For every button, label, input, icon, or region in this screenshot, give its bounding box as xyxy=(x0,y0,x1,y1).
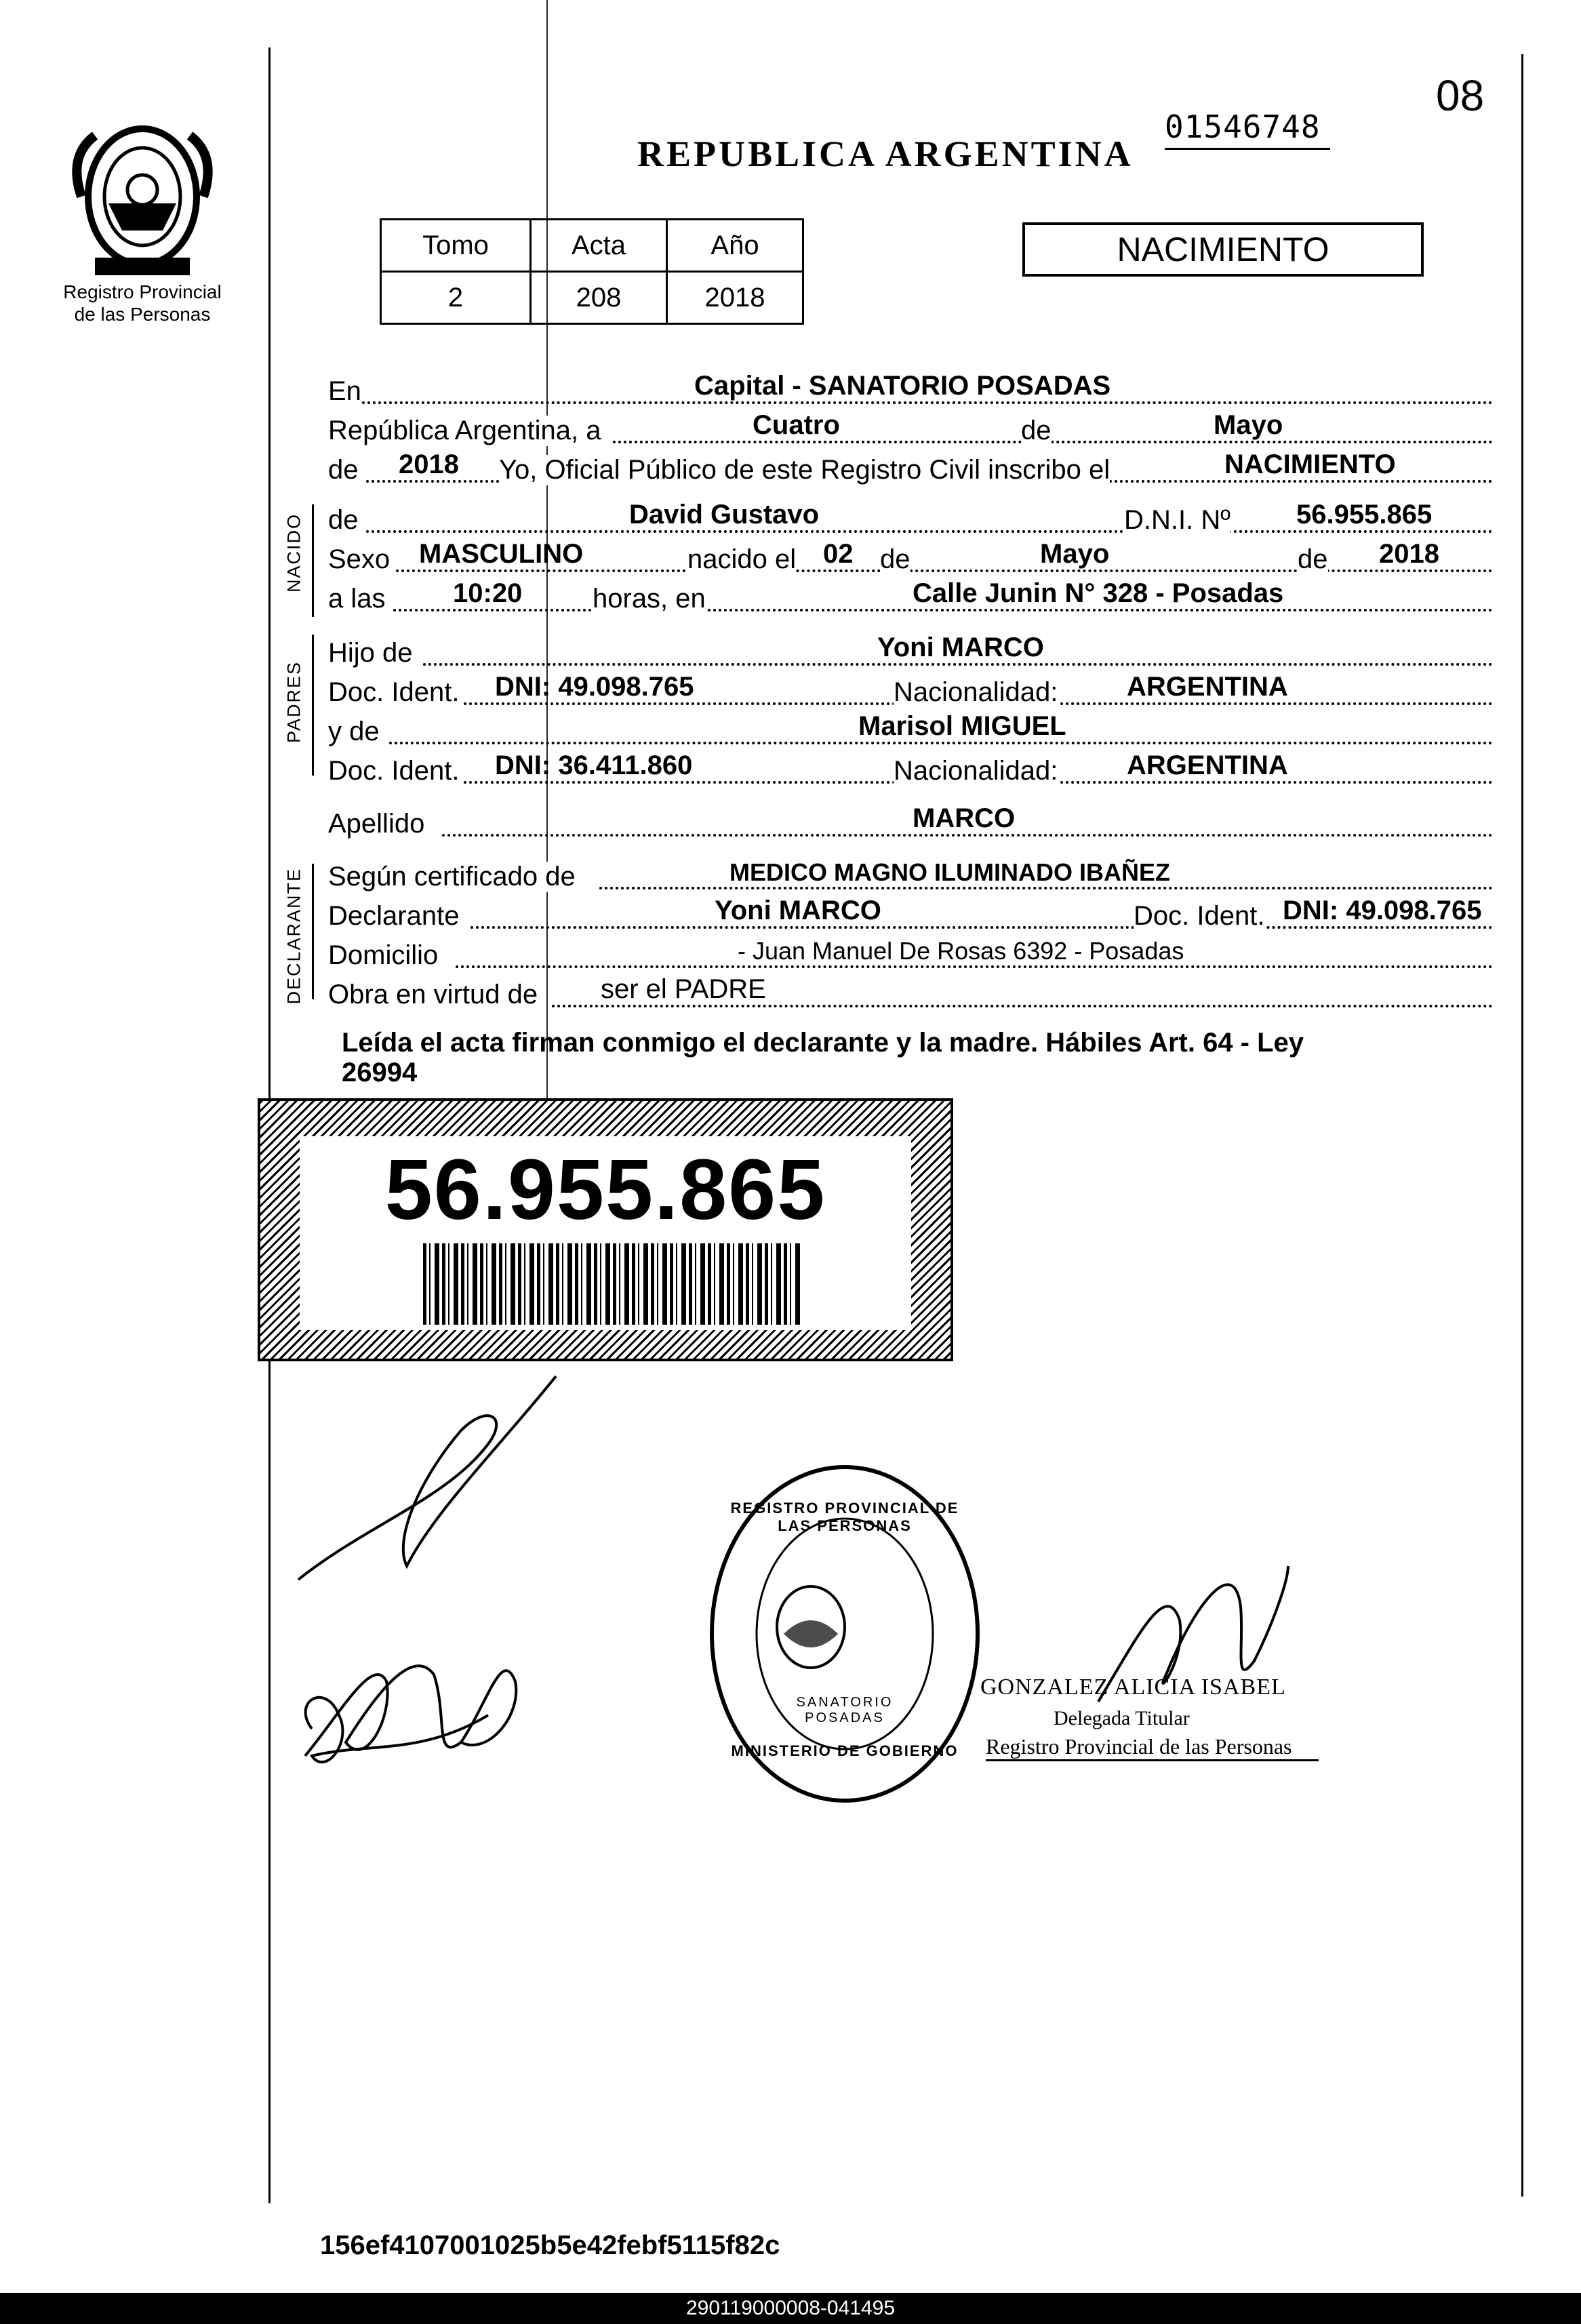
stamp-outer-text: REGISTRO PROVINCIAL DE LAS PERSONAS xyxy=(730,1500,959,1534)
birth-time: 10:20 xyxy=(453,578,523,608)
birth-month: Mayo xyxy=(1040,539,1110,569)
declarante-bar xyxy=(312,864,314,999)
place-value: Capital - SANATORIO POSADAS xyxy=(694,371,1111,401)
row-reason: Obra en virtud de ser el PADRE xyxy=(328,975,1493,1013)
day-word: Cuatro xyxy=(753,410,840,440)
footer-code: 290119000008-041495 xyxy=(685,2297,896,2319)
anio-value: 2018 xyxy=(667,272,803,324)
father-name: Yoni MARCO xyxy=(877,633,1044,662)
serial-number: 01546748 xyxy=(1165,108,1330,150)
record-table xyxy=(380,218,804,325)
acta-header: Acta xyxy=(531,220,667,272)
official-role: Delegada Titular xyxy=(1054,1707,1190,1729)
tomo-value: 2 xyxy=(381,272,531,324)
declarant-name: Yoni MARCO xyxy=(715,896,881,925)
sticker-barcode xyxy=(423,1243,803,1325)
nacido-bar xyxy=(312,504,314,617)
declarant-signature xyxy=(285,1363,597,1783)
official-org: Registro Provincial de las Personas xyxy=(986,1734,1319,1761)
father-nationality: ARGENTINA xyxy=(1127,672,1288,702)
declarant-doc: DNI: 49.098.765 xyxy=(1283,896,1482,925)
mother-name: Marisol MIGUEL xyxy=(858,711,1066,741)
tomo-header: Tomo xyxy=(381,220,531,272)
anio-header: Año xyxy=(667,220,803,272)
child-sex: MASCULINO xyxy=(419,539,584,569)
stamp-bottom-text: MINISTERIO DE GOBIERNO xyxy=(731,1742,959,1759)
surname-value: MARCO xyxy=(913,803,1016,833)
birth-year: 2018 xyxy=(1379,539,1439,569)
official-stamp xyxy=(702,1458,987,1810)
registry-name: Registro Provincial de las Personas xyxy=(63,281,222,325)
birth-day: 02 xyxy=(823,539,854,569)
province-seal-logo xyxy=(68,115,217,285)
child-name: David Gustavo xyxy=(629,500,820,529)
row-father: Hijo de Yoni MARCO xyxy=(328,633,1493,671)
record-type-box: NACIMIENTO xyxy=(1022,222,1424,277)
row-address: Domicilio - Juan Manuel De Rosas 6392 - Posadas xyxy=(328,936,1493,974)
closing-statement: Leída el acta firman conmigo el declarante y la madre. Hábiles Art. 64 - Ley 26994 xyxy=(342,1028,1304,1087)
declarante-label: DECLARANTE xyxy=(283,867,304,1005)
row-declarant: Declarante Yoni MARCO Doc. Ident. DNI: 49.098.765 xyxy=(328,896,1493,934)
mother-doc: DNI: 36.411.860 xyxy=(495,750,693,780)
document-hash: 156ef4107001025b5e42febf5115f82c xyxy=(320,2230,780,2260)
certificate-doctor: MEDICO MAGNO ILUMINADO IBAÑEZ xyxy=(729,858,1170,886)
row-born-sex: Sexo MASCULINO nacido el 02 de Mayo de 2018 xyxy=(328,540,1493,578)
row-mother: y de Marisol MIGUEL xyxy=(328,712,1493,750)
page-number: 08 xyxy=(1436,71,1485,120)
mother-nationality: ARGENTINA xyxy=(1127,750,1288,780)
stamp-middle-text: SANATORIO POSADAS xyxy=(796,1695,894,1725)
right-border-line xyxy=(1521,54,1523,2197)
child-dni: 56.955.865 xyxy=(1296,500,1433,529)
birth-place: Calle Junin N° 328 - Posadas xyxy=(913,578,1284,608)
sticker-number: 56.955.865 xyxy=(384,1142,826,1237)
row-en: En Capital - SANATORIO POSADAS xyxy=(328,372,1493,409)
padres-label: PADRES xyxy=(283,660,304,744)
row-mother-doc: Doc. Ident. DNI: 36.411.860 Nacionalidad: ARGENTINA xyxy=(328,751,1493,789)
inscribe-type: NACIMIENTO xyxy=(1224,449,1396,479)
row-certificate: Según certificado de MEDICO MAGNO ILUMINADO IBAÑEZ xyxy=(328,857,1493,895)
declarant-reason: ser el PADRE xyxy=(601,974,766,1004)
row-surname: Apellido MARCO xyxy=(328,804,1493,842)
row-year: de 2018 Yo, Oficial Público de este Registro Civil inscribo el NACIMIENTO xyxy=(328,450,1493,488)
row-republica: República Argentina, a Cuatro de Mayo xyxy=(328,411,1493,449)
row-father-doc: Doc. Ident. DNI: 49.098.765 Nacionalidad: ARGENTINA xyxy=(328,673,1493,710)
act-year: 2018 xyxy=(399,449,459,479)
nacido-label: NACIDO xyxy=(283,513,304,593)
dni-sticker xyxy=(258,1098,953,1361)
father-doc: DNI: 49.098.765 xyxy=(495,672,694,702)
row-born-time: a las 10:20 horas, en Calle Junin N° 328 - Posadas xyxy=(328,579,1493,617)
declarant-address: - Juan Manuel De Rosas 6392 - Posadas xyxy=(738,937,1184,965)
country-title: REPUBLICA ARGENTINA xyxy=(637,134,1134,174)
month-word: Mayo xyxy=(1214,410,1283,440)
official-name: GONZALEZ ALICIA ISABEL xyxy=(980,1675,1286,1700)
padres-bar xyxy=(312,635,314,776)
row-born-name: de David Gustavo D.N.I. Nº 56.955.865 xyxy=(328,500,1493,538)
footer-bar xyxy=(0,2293,1581,2324)
acta-value: 208 xyxy=(531,272,667,324)
